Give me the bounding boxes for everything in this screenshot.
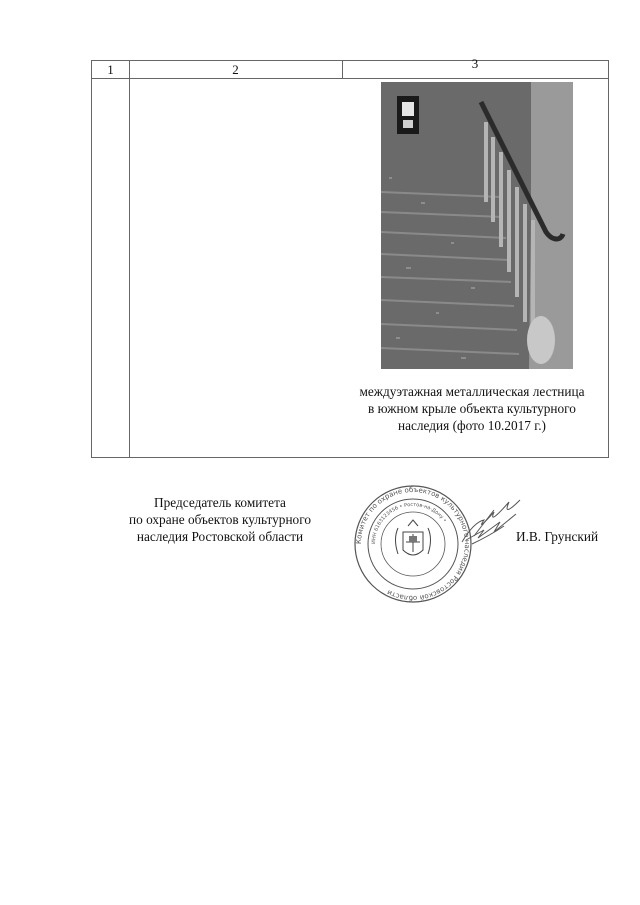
caption-line-2: в южном крыле объекта культурного bbox=[368, 401, 576, 416]
header-col-2: 2 bbox=[232, 62, 239, 77]
staircase-photo bbox=[381, 82, 573, 369]
table-header-row bbox=[92, 56, 608, 79]
svg-text:Комитет по охране объектов кул: Комитет по охране объектов культурного наследия Ростовской области bbox=[354, 485, 472, 603]
header-col-3: 3 bbox=[471, 56, 479, 71]
handwritten-signature bbox=[454, 492, 524, 550]
objects-table bbox=[91, 56, 609, 458]
signer-name: И.В. Грунский bbox=[516, 529, 599, 544]
position-line-3: наследия Ростовской области bbox=[136, 529, 304, 544]
column-divider-2 bbox=[342, 61, 343, 78]
svg-text:ИНН 6163123456 • Ростов-на-Дон: ИНН 6163123456 • Ростов-на-Дону • bbox=[370, 501, 448, 545]
position-line-2: по охране объектов культурного bbox=[129, 512, 311, 527]
caption-line-3: наследия (фото 10.2017 г.) bbox=[398, 418, 546, 433]
header-col-1: 1 bbox=[107, 62, 114, 77]
caption-line-1: междуэтажная металлическая лестница bbox=[359, 384, 585, 399]
column-divider-1 bbox=[129, 61, 130, 458]
photo-caption bbox=[335, 383, 609, 434]
position-line-1: Председатель комитета bbox=[154, 495, 286, 510]
signatory-position bbox=[98, 494, 342, 545]
